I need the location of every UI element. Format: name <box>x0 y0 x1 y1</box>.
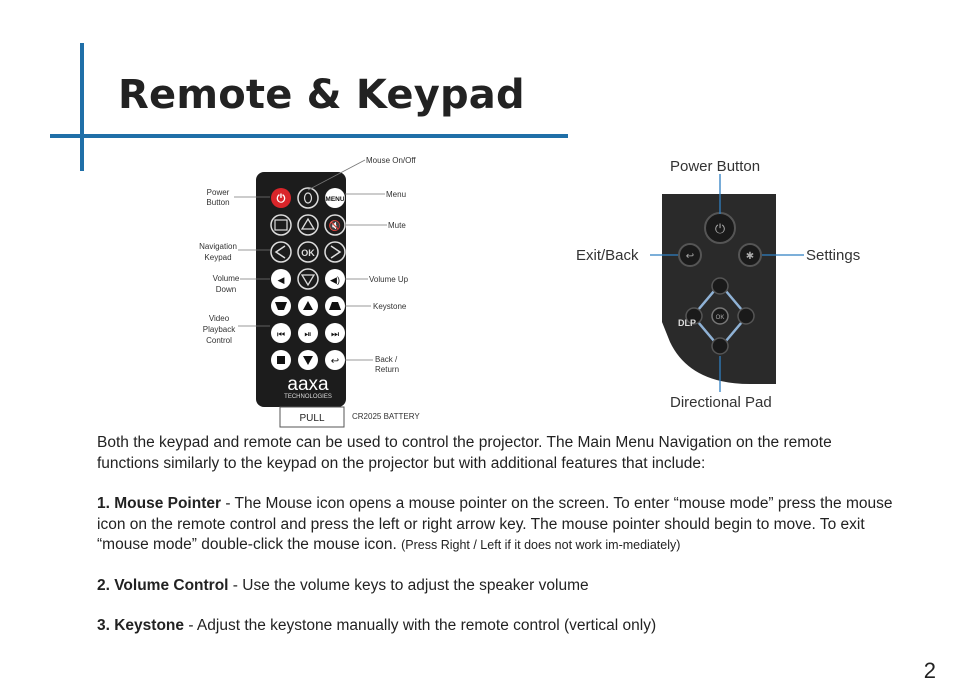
body-text <box>97 433 897 657</box>
svg-text:Power: Power <box>206 188 230 197</box>
svg-text:Return: Return <box>375 365 400 374</box>
svg-text:Playback: Playback <box>202 325 236 334</box>
svg-text:Volume Up: Volume Up <box>369 275 409 284</box>
page-number: 2 <box>923 658 936 683</box>
svg-text:⏭: ⏭ <box>330 329 340 339</box>
accent-horizontal-bar <box>50 134 568 138</box>
battery-label: CR2025 BATTERY <box>352 412 420 421</box>
svg-text:⏯: ⏯ <box>304 329 312 339</box>
directional-pad-label: Directional Pad <box>670 394 772 411</box>
item-keystone: 3. Keystone - Adjust the keystone manually with the remote control (vertical only) <box>97 617 657 634</box>
svg-text:Back /: Back / <box>375 355 398 364</box>
svg-text:↩: ↩ <box>685 251 695 262</box>
svg-text:✱: ✱ <box>745 251 755 262</box>
svg-text:↩: ↩ <box>330 356 340 367</box>
svg-text:⏮: ⏮ <box>276 329 286 339</box>
svg-text:OK: OK <box>301 248 315 258</box>
svg-text:🔇: 🔇 <box>328 221 342 232</box>
power-button-label: Power Button <box>670 158 761 175</box>
svg-text:Mute: Mute <box>388 221 406 230</box>
page-title: Remote & Keypad <box>118 72 525 118</box>
remote-diagram <box>190 150 430 430</box>
svg-text:Down: Down <box>215 285 237 294</box>
dlp-logo: DLP <box>678 318 696 328</box>
svg-text:Mouse On/Off: Mouse On/Off <box>366 156 416 165</box>
svg-text:Navigation: Navigation <box>199 242 237 251</box>
svg-text:Menu: Menu <box>386 190 407 199</box>
exit-back-label: Exit/Back <box>576 247 639 264</box>
svg-text:MENU: MENU <box>325 196 345 203</box>
accent-vertical-bar <box>80 43 84 171</box>
svg-text:Volume: Volume <box>212 274 240 283</box>
svg-text:⏻: ⏻ <box>276 193 286 205</box>
intro-paragraph: Both the keypad and remote can be used to control the projector. The Main Menu Navigation on the remote functions similarly to the keypad on the projector but with additional features that include: <box>97 434 832 472</box>
keypad-diagram <box>570 152 870 414</box>
svg-text:◀): ◀) <box>330 275 340 285</box>
svg-text:◀: ◀ <box>277 275 285 285</box>
svg-text:Video: Video <box>208 314 230 323</box>
svg-text:Button: Button <box>206 198 230 207</box>
brand-logo: aaxa <box>287 374 329 395</box>
svg-text:⏻: ⏻ <box>714 221 726 236</box>
item-mouse-pointer: 1. Mouse Pointer - The Mouse icon opens a mouse pointer on the screen. To enter “mouse mode” press the mouse icon on the remote control and press the left or right arrow key. The mouse pointer should begin to move. To exit “mouse mode” double-click the mouse icon. (Press Right / Left if it does not work im-mediately) <box>97 495 893 553</box>
svg-text:OK: OK <box>715 315 725 321</box>
svg-text:Keypad: Keypad <box>204 253 232 262</box>
svg-text:Keystone: Keystone <box>373 302 407 311</box>
mouse-button-icon <box>298 188 318 208</box>
brand-sub: TECHNOLOGIES <box>284 394 332 400</box>
item-volume-control: 2. Volume Control - Use the volume keys to adjust the speaker volume <box>97 576 589 594</box>
settings-label: Settings <box>806 247 861 264</box>
svg-text:Control: Control <box>206 336 232 345</box>
svg-text:PULL: PULL <box>299 413 325 424</box>
